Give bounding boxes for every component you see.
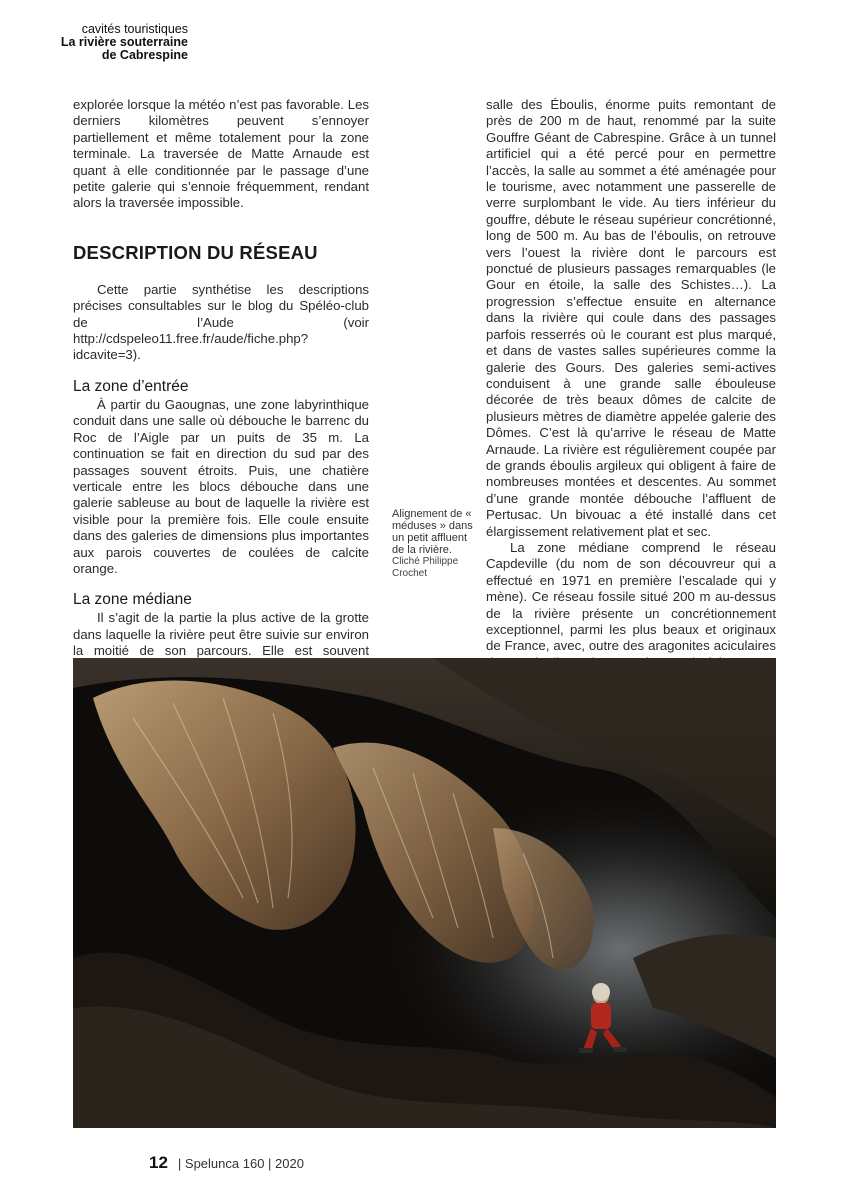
- right-paragraph-1: salle des Éboulis, énorme puits remontant de près de 200 m de haut, renommé par la suite Gouffre Géant de Cabrespine. Grâce à un tunnel artificiel qui a été percé pour en permettre l’accès, la salle au sommet a été aménagée pour le tourisme, avec notamment une passerelle de verre surplombant le vide. Au tiers inférieur du gouffre, débute le réseau supérieur concrétionné, long de 500 m. Au bas de l’éboulis, on retrouve vers l’ouest la rivière dont le parcours est ponctué de plusieurs passages remarquables (le Gour en étoile, la salle des Schistes…). La progression s’effectue ensuite en alternance dans la rivière qui coule dans des passages parfois resserrés où le courant est plus marqué, et dans de vastes salles supérieures comme la galerie des Gours. Des galeries semi-actives conduisent à une grande salle ébouleuse décorée de très beaux dômes de calcite de plusieurs mètres de diamètre appelée galerie des Dômes. C’est là qu’arrive le réseau de Matte Arnaude. La rivière est régulièrement coupée par de grands éboulis argileux qui obligent à faire de nombreuses montées et descentes. Au sommet d’une grande montée débouche l’affluent de Pertusac. Un bivouac a été installé dans cet élargissement relativement plat et sec.: [486, 97, 776, 539]
- running-header: [28, 23, 188, 62]
- caption-text: Alignement de « méduses » dans un petit affluent de la rivière.: [392, 508, 473, 556]
- section-heading: DESCRIPTION DU RÉSEAU: [73, 241, 318, 263]
- left-column: [73, 97, 369, 709]
- intro-paragraph: explorée lorsque la météo n’est pas favorable. Les derniers kilomètres peuvent s’ennoyer partiellement et même totalement pour la zone terminale. La traversée de Matte Arnaude est quant à elle conditionnée par le passage d’une petite galerie qui s’ennoie fréquemment, rendant alors la traversée impossible.: [73, 97, 369, 211]
- zone-mediane-paragraph: Il s’agit de la partie la plus active de la grotte dans laquelle la rivière peut être suivie sur environ la moitié de son parcours. Elle est souvent: [73, 610, 369, 659]
- header-kicker: cavités touristiques: [81, 22, 188, 36]
- right-paragraph-2: La zone médiane comprend le réseau Capdeville (du nom de son découvreur qui a effectué en 1971 en première l’escalade qui y mène). Ce réseau fossile situé 200 m au-dessus de la rivière présente un concrétionnement exceptionnel, parmi les plus beaux et originaux de France, avec, outre des aragonites aciculaires: [486, 539, 776, 654]
- page-footer: [149, 1153, 304, 1174]
- cave-photo-illustration: [73, 658, 776, 1128]
- page-number: 12: [149, 1153, 168, 1172]
- header-title-line2: de Cabrespine: [101, 48, 188, 62]
- publication-info: | Spelunca 160 | 2020: [177, 1156, 304, 1171]
- photo-caption: [392, 508, 474, 580]
- zone-entree-paragraph: À partir du Gaougnas, une zone labyrinthique conduit dans une salle où débouche le barrenc du Roc de l’Aigle par un puits de 35 m. La continuation se fait en direction du sud par des passages souvent étroits. Puis, une chatière verticale entre les blocs débouche dans une galerie sableuse au bout de laquelle la rivière est visible pour la première fois. Elle coule ensuite dans des galeries de dimensions plus importantes aux parois couvertes de coulées de calcite orange.: [73, 396, 369, 576]
- zone-mediane-heading: La zone médiane: [73, 591, 192, 609]
- caption-credit: Cliché Philippe Crochet: [392, 556, 459, 579]
- header-title-line1: La rivière souterraine: [60, 35, 188, 49]
- zone-entree-heading: La zone d’entrée: [73, 377, 189, 395]
- section-intro-paragraph: Cette partie synthétise les descriptions précises consultables sur le blog du Spéléo-club de l’Aude (voir http://cdspeleo11.free.fr/aude/fiche.php?idcavite=3).: [73, 281, 369, 363]
- right-column: [486, 97, 776, 671]
- cave-photo: [73, 658, 776, 1128]
